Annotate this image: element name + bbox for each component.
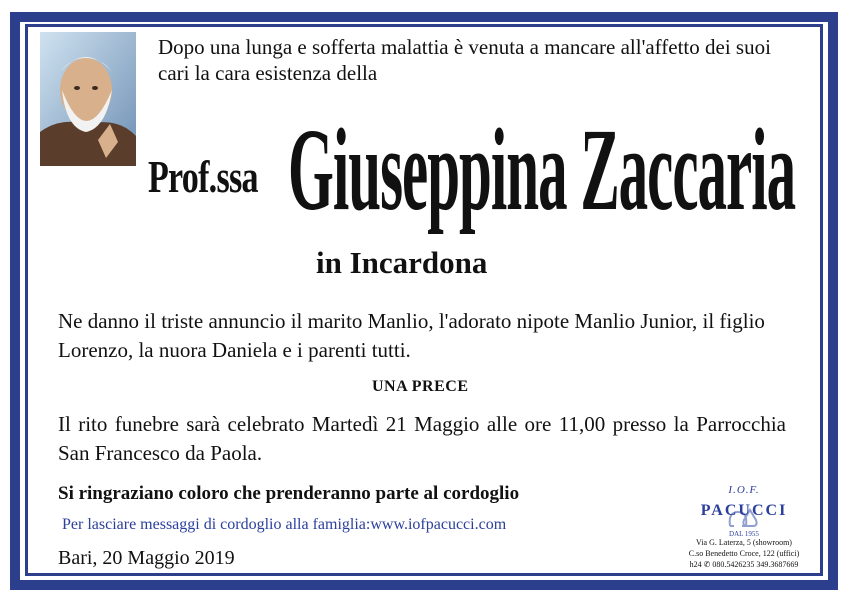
- agency-iof-label: I.O.F.: [728, 484, 760, 496]
- deceased-name-block: [148, 104, 828, 240]
- title-prefix: Prof.ssa: [148, 151, 258, 202]
- funeral-rite-text: Il rito funebre sarà celebrato Martedì 21 Maggio alle ore 11,00 presso la Parrocchia San Francesco da Paola.: [58, 412, 786, 465]
- agency-address-showroom: Via G. Laterza, 5 (showroom): [696, 538, 792, 547]
- agency-name: PACUCCI: [700, 502, 788, 519]
- agency-since: DAL 1955: [729, 530, 759, 538]
- saint-portrait-image: [40, 32, 136, 166]
- date-line: Bari, 20 Maggio 2019: [58, 547, 235, 569]
- funeral-agency-logo: [674, 484, 814, 572]
- announcement-text: Ne danno il triste annuncio il marito Manlio, l'adorato nipote Manlio Junior, il figlio Lorenzo, la nuora Daniela e i parenti tutti.: [58, 309, 765, 362]
- condolence-messages-link[interactable]: Per lasciare messaggi di cordoglio alla famiglia:www.iofpacucci.com: [62, 516, 507, 533]
- agency-phones: h24 ✆ 080.5426235 349.3687669: [689, 560, 799, 569]
- thanks-text: Si ringraziano coloro che prenderanno parte al cordoglio: [58, 483, 520, 504]
- prayer-heading: UNA PRECE: [372, 378, 469, 395]
- deceased-name: Giuseppina Zaccaria: [288, 104, 796, 235]
- married-name: in Incardona: [316, 245, 488, 280]
- agency-address-offices: C.so Benedetto Croce, 122 (uffici): [688, 549, 800, 558]
- agency-contacts: [674, 537, 814, 570]
- intro-text: Dopo una lunga e sofferta malattia è venuta a mancare all'affetto dei suoi cari la cara esistenza della: [158, 35, 771, 85]
